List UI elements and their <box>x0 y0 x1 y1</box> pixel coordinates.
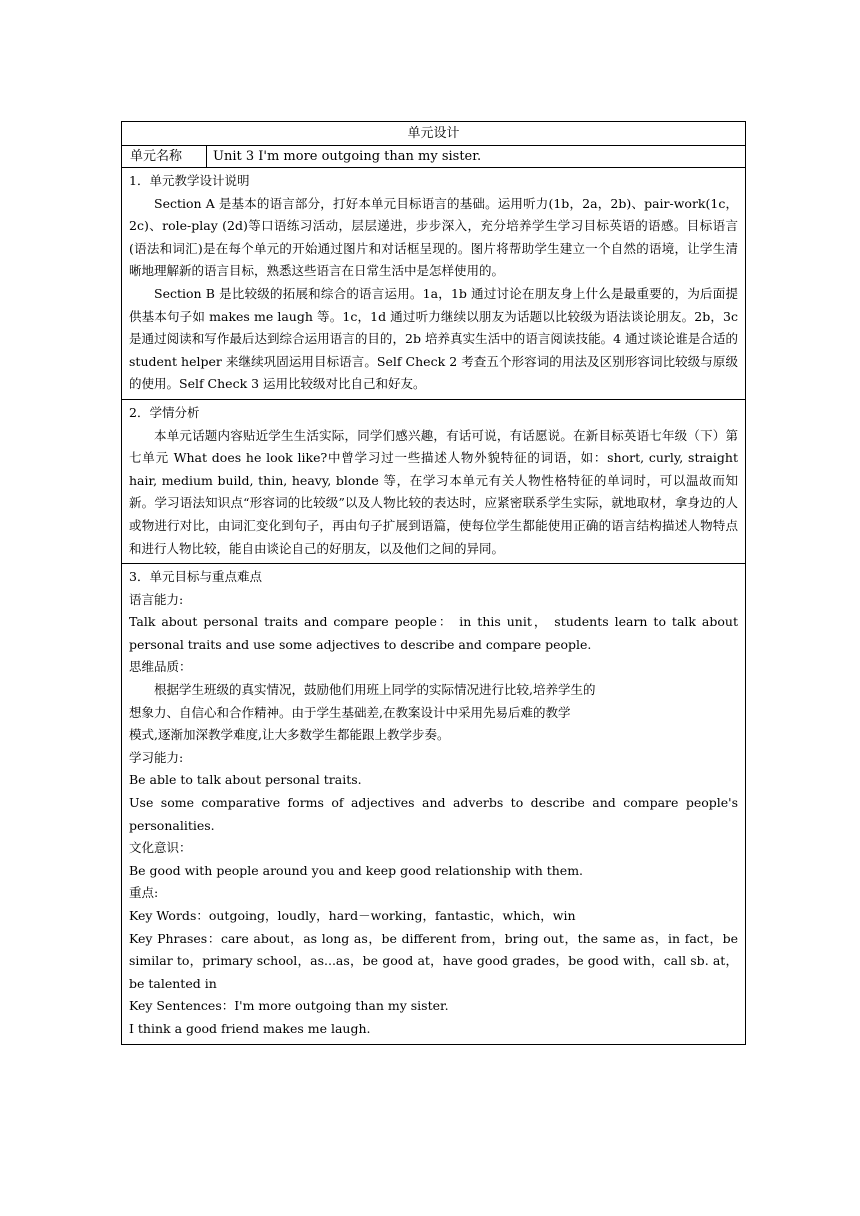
section1-paragraph-a: Section A 是基本的语言部分，打好本单元目标语言的基础。运用听力(1b，2a，2b)、pair-work(1c，2c)、role-play (2d)等口语练习活动，层层递进，步步深入，充分培养学生学习目标英语的语感。目标语言(语法和词汇)是在每个单元的开始通过图片和对话框呈现的。图片将帮助学生建立一个自然的语境，让学生清晰地理解新的语言目标，熟悉这些语言在日常生活中是怎样使用的。 <box>129 195 738 279</box>
language-ability-label: 语言能力: <box>129 591 184 607</box>
key-points-label: 重点: <box>129 885 159 901</box>
thinking-quality-line: 想象力、自信心和合作精神。由于学生基础差,在教案设计中采用先易后难的教学 <box>129 704 571 720</box>
section1-paragraph-b: Section B 是比较级的拓展和综合的语言运用。1a，1b 通过讨论在朋友身上什么是最重要的，为后面提供基本句子如 makes me laugh 等。1c，1d 通过听力继续以朋友为话题以比较级为语法谈论朋友。2b，3c 是通过阅读和写作最后达到综合运用语言的目的，2b 培养真实生活中的语言阅读技能。4 通过谈论谁是合适的 student helper 来继续巩固运用目标语言。Self Check 2 考查五个形容词的用法及区别形容词比较级与原级的使用。Self Check 3 运用比较级对比自己和好友。 <box>129 285 738 392</box>
thinking-quality-label: 思维品质： <box>129 659 192 675</box>
learning-ability-text: Be able to talk about personal traits. <box>129 772 362 788</box>
section-design-explanation <box>122 168 745 400</box>
key-phrases: Key Phrases：care about，as long as，be different from，bring out，the same as，in fact，be similar to，primary school，as...as，be good at，have good grades，be good with，call sb. at，be talented in <box>129 930 738 991</box>
unit-name-row <box>122 146 745 168</box>
thinking-quality-line: 根据学生班级的真实情况，鼓励他们用班上同学的实际情况进行比较,培养学生的 <box>154 682 596 698</box>
learning-ability-label: 学习能力: <box>129 749 184 765</box>
unit-design-table <box>121 121 746 1045</box>
key-words: Key Words：outgoing，loudly，hard－working，fantastic，which，win <box>129 908 576 923</box>
cultural-awareness-text: Be good with people around you and keep good relationship with them. <box>129 862 584 878</box>
thinking-quality-line: 模式,逐渐加深教学难度,让大多数学生都能跟上教学步奏。 <box>129 727 450 743</box>
section-goals-keypoints <box>122 564 745 1043</box>
key-sentence-example: I think a good friend makes me laugh. <box>129 1020 371 1036</box>
unit-name-value: Unit 3 I'm more outgoing than my sister. <box>213 149 482 164</box>
section2-heading: 2．学情分析 <box>129 404 200 420</box>
learning-ability-text: Use some comparative forms of adjectives and adverbs to describe and compare people's personalities. <box>129 795 738 833</box>
section2-paragraph: 本单元话题内容贴近学生生活实际，同学们感兴趣，有话可说，有话愿说。在新目标英语七年级（下）第七单元 What does he look like?中曾学习过一些描述人物外貌特征的词语，如：short, curly, straight hair, medium build, thin, heavy, blonde 等，在学习本单元有关人物性格特征的单词时，可以温故而知新。学习语法知识点“形容词的比较级”以及人物比较的表达时，应紧密联系学生实际，就地取材，拿身边的人或物进行对比，由词汇变化到句子，再由句子扩展到语篇，使每位学生都能使用正确的语言结构描述人物特点和进行人物比较，能自由谈论自己的好朋友，以及他们之间的异同。 <box>129 427 738 556</box>
language-ability-text: Talk about personal traits and compare people： in this unit， students learn to talk about personal traits and use some adjectives to describe and compare people. <box>129 614 738 652</box>
section-learner-analysis <box>122 400 745 564</box>
key-sentences: Key Sentences：I'm more outgoing than my sister. <box>129 998 449 1014</box>
doc-title: 单元设计 <box>122 122 745 146</box>
cultural-awareness-label: 文化意识： <box>129 840 192 856</box>
section1-heading: 1．单元教学设计说明 <box>129 173 250 188</box>
unit-name-label: 单元名称 <box>122 146 207 167</box>
section3-heading: 3．单元目标与重点难点 <box>129 569 262 585</box>
